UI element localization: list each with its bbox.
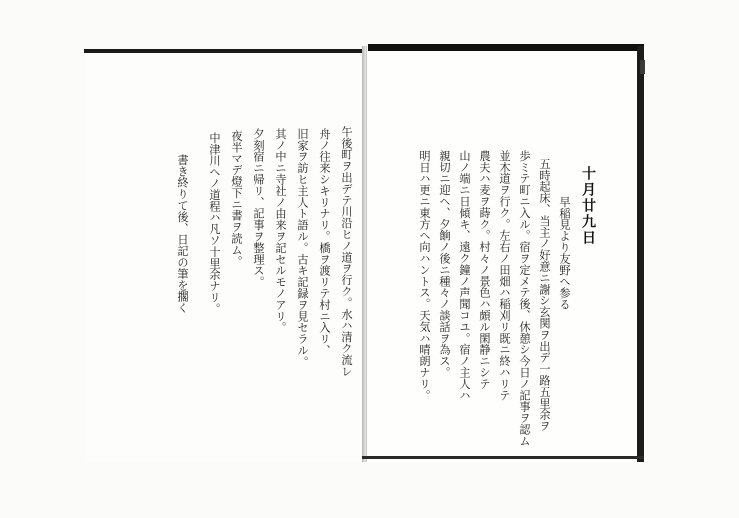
text-column: 舟ノ往来シキリナリ。橋ヲ渡リテ村ニ入リ、 — [318, 128, 331, 356]
text-column: 早稲見より友野へ参る — [558, 196, 571, 310]
text-column: 中津川ヘノ道程ハ凡ソ十里余ナリ。 — [208, 132, 221, 315]
text-column: 明日ハ更ニ東方ヘ向ハントス。天気ハ晴朗ナリ。 — [418, 150, 431, 401]
text-column: 歩ミテ町ニ入ル。宿ヲ定メテ後、休憩シ今日ノ記事ヲ認ム — [518, 150, 531, 447]
text-column: 夕刻宿ニ帰リ、記事ヲ整理ス。 — [252, 128, 265, 288]
text-column: 五時起床、当主ノ好意ニ謝シ玄関ヲ出デ一路五里余ヲ — [538, 158, 551, 432]
text-column: 夜半マデ燈下ニ書ヲ読ム。 — [230, 130, 243, 267]
text-column: 親切ニ迎ヘ、夕餉ノ後ニ種々ノ談話ヲ為ス。 — [438, 150, 451, 378]
text-column: 其ノ中ニ寺社ノ由来ヲ記セルモノアリ。 — [274, 128, 287, 334]
text-column: 山ノ端ニ日傾キ、遠ク鐘ノ声聞コユ。宿ノ主人ハ — [458, 150, 471, 401]
text-column: 書き終りて後、日記の筆を擱く — [176, 154, 189, 314]
text-column: 午後町ヲ出デテ川沿ヒノ道ヲ行ク。水ハ清ク流レ — [340, 126, 353, 377]
date-heading: 十月廿九日 — [580, 166, 596, 246]
text-column: 旧家ヲ訪ヒ主人ト語ル。古キ記録ヲ見セラル。 — [296, 128, 309, 368]
text-column: 並木道ヲ行ク。左右ノ田畑ハ稲刈リ既ニ終ハリテ — [498, 150, 511, 401]
text-column: 農夫ハ麦ヲ蒔ク。村々ノ景色ハ頗ル閑静ニシテ — [478, 150, 491, 390]
